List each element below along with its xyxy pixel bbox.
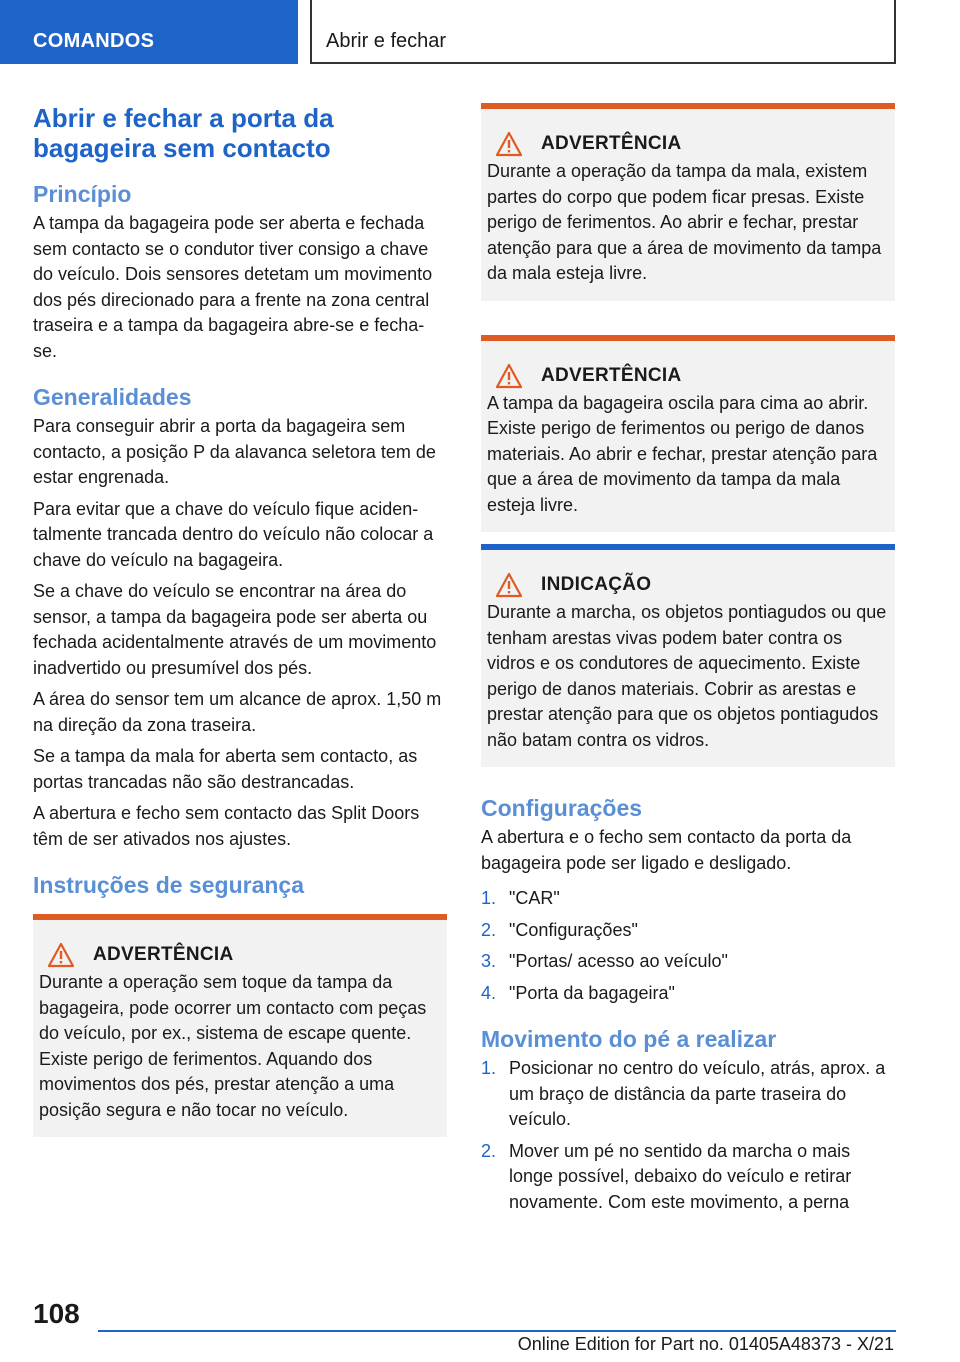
note-text: Durante a marcha, os objetos pontiagudos ou que tenham arestas vivas podem bater contra os vidros e os condutores de aquecimento. Existe perigo de danos materiais. Cobrir as arestas e prestar atenção para que os objetos pontiagudos não batam contra os vidros.: [487, 602, 887, 750]
warning-title: ADVERTÊNCIA: [541, 364, 682, 386]
footer-edition: Online Edition for Part no. 01405A48373 - X/21: [517, 1334, 894, 1354]
paragraph: Para evitar que a chave do veículo fique acidentalmente trancada dentro do veículo não colocar a chave do veículo na bagageira.: [33, 498, 434, 570]
paragraph: A área do sensor tem um alcance de aprox. 1,50 m na direção da zona traseira.: [33, 689, 442, 735]
step-text: "CAR": [509, 888, 560, 908]
step-number: 3.: [481, 951, 497, 971]
settings-steps: [481, 886, 895, 1006]
step-text: Mover um pé no sentido da marcha o mais longe possível, debaixo do veículo e retirar novamente. Com este movimento, a perna: [509, 1140, 852, 1212]
step-number: 2.: [481, 1140, 497, 1161]
paragraph: A tampa da bagageira pode ser aberta e fechada sem contacto se o condutor tiver consigo a chave do veículo. Dois sensores detetam um movimento dos pés direcionado para a frente na zona central traseira e a tampa da bagageira abre-se e fecha-se.: [33, 213, 433, 361]
note-header: [487, 572, 887, 598]
list-item: [481, 918, 895, 944]
step-text: "Configurações": [509, 919, 638, 940]
heading-principio: Princípio: [33, 181, 132, 207]
list-item: [481, 981, 895, 1007]
right-column: [481, 103, 895, 1233]
heading-seguranca: Instruções de segurança: [33, 872, 304, 898]
note-title: INDICAÇÃO: [541, 574, 652, 596]
step-number: 4.: [481, 982, 497, 1003]
section-generalidades: [33, 382, 447, 852]
warning-header: [487, 363, 887, 389]
step-text: "Porta da bagageira": [509, 982, 675, 1003]
heading-configuracoes: Configurações: [481, 795, 643, 821]
warning-triangle-icon: [47, 942, 75, 968]
section-configuracoes: [481, 793, 895, 1006]
warning-title: ADVERTÊNCIA: [93, 944, 234, 966]
warning-box: [33, 914, 447, 1137]
step-number: 1.: [481, 888, 497, 908]
list-item: [481, 949, 895, 975]
section-tab: COMANDOS: [0, 0, 298, 64]
page-number: 108: [33, 1298, 80, 1329]
section-seguranca: [33, 870, 447, 1137]
left-column: [33, 100, 447, 1155]
section-movimento: [481, 1024, 895, 1215]
list-item: [481, 1139, 895, 1216]
step-number: 1.: [481, 1058, 497, 1078]
heading-generalidades: Generalidades: [33, 384, 192, 410]
list-item: [481, 1056, 895, 1133]
note-box: [481, 544, 895, 767]
warning-header: [487, 131, 887, 157]
paragraph: Para conseguir abrir a porta da bagageira sem contacto, a posição P da alavanca seletora tem de estar engrenada.: [33, 416, 436, 487]
warning-text: A tampa da bagageira oscila para cima ao abrir. Existe perigo de ferimentos ou perigo de danos materiais. Ao abrir e fechar, prestar atenção para que a área de movimento da tampa da mala esteja livre.: [487, 392, 878, 515]
warning-title: ADVERTÊNCIA: [541, 133, 682, 155]
warning-triangle-icon: [495, 363, 523, 389]
paragraph: A abertura e fecho sem contacto das Split Doors têm de ser ativados nos ajustes.: [33, 803, 420, 849]
warning-box: [481, 103, 895, 301]
paragraph: A abertura e o fecho sem contacto da porta da bagageira pode ser ligado e desligado.: [481, 827, 852, 873]
list-item: [481, 886, 895, 912]
paragraph: Se a chave do veículo se encontrar na área do sensor, a tampa da bagageira pode ser aberta ou fechada acidentalmente através de um movimento inadvertido ou presumível dos pés.: [33, 581, 437, 678]
warning-triangle-icon: [495, 572, 523, 598]
warning-header: [39, 942, 439, 968]
footer-divider: [98, 1330, 896, 1332]
warning-triangle-icon: [495, 131, 523, 157]
warning-text: Durante a operação sem toque da tampa da bagageira, pode ocorrer um contacto com peças do veículo, por ex., sistema de escape quente. Existe perigo de ferimentos. Aquando dos movimentos dos pés, prestar atenção a uma posição segura e não tocar no veículo.: [39, 972, 427, 1120]
step-text: "Portas/ acesso ao veículo": [509, 951, 728, 971]
section-principio: [33, 179, 447, 364]
warning-box: [481, 335, 895, 533]
warning-text: Durante a operação da tampa da mala, existem partes do corpo que podem ficar presas. Existe perigo de ferimentos. Ao abrir e fechar, prestar atenção para que a área de movimento da tampa da mala esteja livre.: [487, 161, 882, 283]
step-text: Posicionar no centro do veículo, atrás, aprox. a um braço de distância da parte traseira do veículo.: [509, 1058, 886, 1129]
heading-movimento: Movimento do pé a realizar: [481, 1026, 777, 1052]
chapter-title: Abrir e fechar: [310, 0, 896, 64]
page-title: Abrir e fechar a porta da bagageira sem contacto: [33, 103, 334, 163]
paragraph: Se a tampa da mala for aberta sem contacto, as portas trancadas não são destrancadas.: [33, 746, 418, 792]
step-number: 2.: [481, 919, 497, 940]
movement-steps: [481, 1056, 895, 1215]
